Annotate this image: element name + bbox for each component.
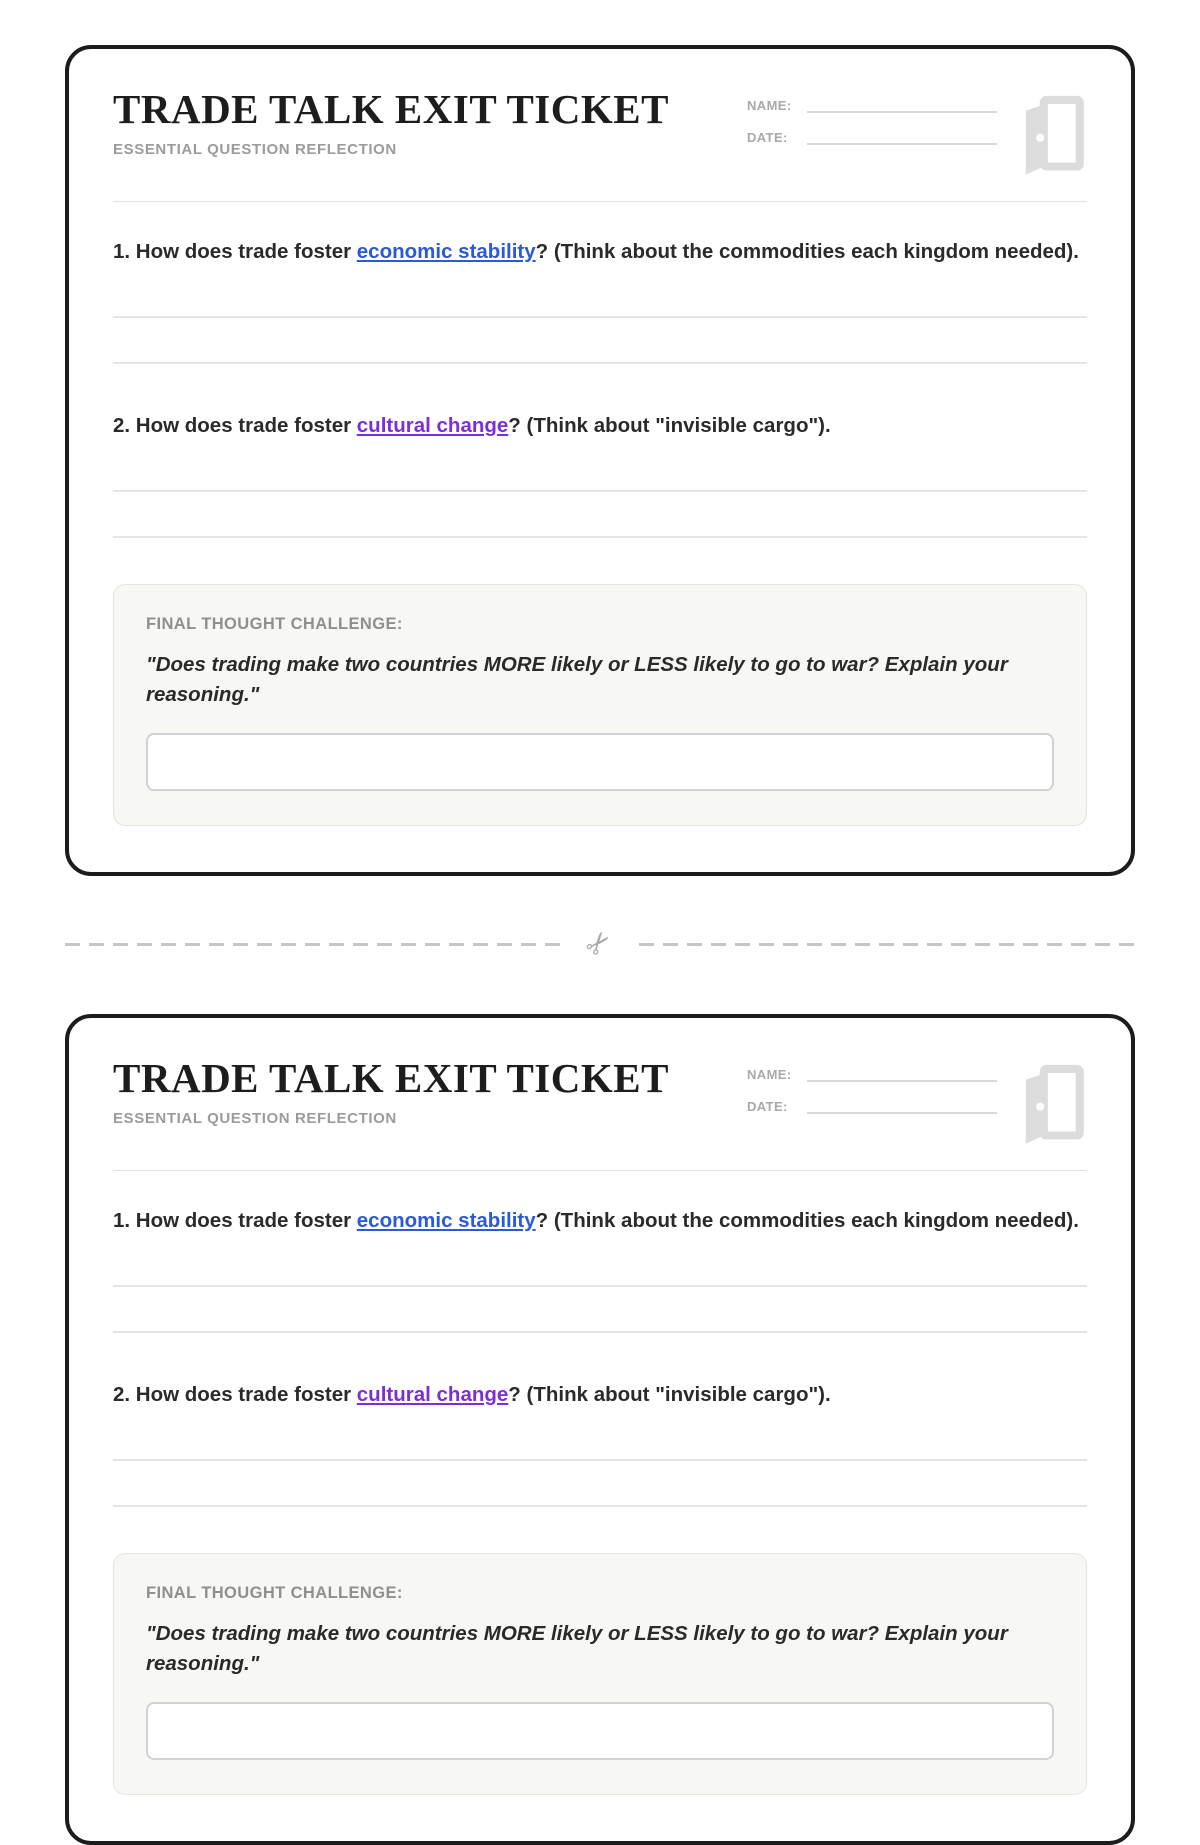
ticket-header bbox=[113, 1056, 1087, 1171]
final-thought-label: FINAL THOUGHT CHALLENGE: bbox=[146, 1583, 403, 1602]
question-1 bbox=[113, 236, 1087, 268]
question-2-prefix: 2. How does trade foster bbox=[113, 413, 357, 437]
final-answer-input[interactable] bbox=[146, 733, 1054, 791]
scissors-icon: ✂ bbox=[578, 923, 621, 964]
page-title: TRADE TALK EXIT TICKET bbox=[113, 86, 669, 132]
question-2-suffix: ? (Think about "invisible cargo"). bbox=[508, 413, 831, 437]
final-thought-quote: "Does trading make two countries MORE likely or LESS likely to go to war? Explain your reasoning." bbox=[146, 1621, 1008, 1676]
date-field-row bbox=[747, 1098, 997, 1114]
name-date-block bbox=[747, 87, 1087, 177]
date-input-line[interactable] bbox=[807, 1098, 997, 1114]
final-thought-label: FINAL THOUGHT CHALLENGE: bbox=[146, 614, 403, 633]
name-input-line[interactable] bbox=[807, 97, 997, 113]
cut-line-separator bbox=[65, 924, 1135, 964]
answer-line bbox=[113, 318, 1087, 364]
name-label: NAME: bbox=[747, 1067, 792, 1083]
date-label: DATE: bbox=[747, 130, 788, 145]
final-answer-input[interactable] bbox=[146, 1702, 1054, 1760]
answer-line bbox=[113, 1241, 1087, 1287]
answer-line bbox=[113, 1287, 1087, 1333]
question-1 bbox=[113, 1205, 1087, 1237]
question-2-link[interactable]: cultural change bbox=[356, 1382, 509, 1406]
name-field-row bbox=[747, 97, 997, 113]
name-label: NAME: bbox=[747, 98, 792, 113]
page-subtitle: ESSENTIAL QUESTION REFLECTION bbox=[113, 1110, 397, 1128]
question-2-suffix: ? (Think about "invisible cargo"). bbox=[508, 1382, 831, 1406]
page-subtitle: ESSENTIAL QUESTION REFLECTION bbox=[113, 141, 397, 159]
question-2-answer-lines bbox=[113, 446, 1087, 538]
name-input-line[interactable] bbox=[807, 1066, 997, 1082]
title-block bbox=[113, 87, 669, 158]
date-label: DATE: bbox=[747, 1099, 788, 1115]
dashed-cut-line bbox=[65, 943, 561, 946]
name-date-block bbox=[747, 1056, 1087, 1146]
exit-door-icon bbox=[1015, 93, 1087, 177]
final-thought-box bbox=[113, 584, 1087, 827]
ticket-header bbox=[113, 87, 1087, 202]
title-block bbox=[113, 1056, 669, 1127]
answer-line bbox=[113, 492, 1087, 538]
date-field-row bbox=[747, 129, 997, 145]
answer-line bbox=[113, 1461, 1087, 1507]
question-1-prefix: 1. How does trade foster bbox=[113, 240, 357, 263]
question-1-answer-lines bbox=[113, 272, 1087, 364]
dashed-cut-line bbox=[639, 943, 1135, 946]
question-2-prefix: 2. How does trade foster bbox=[113, 1382, 357, 1406]
question-2-link[interactable]: cultural change bbox=[356, 413, 509, 437]
page-title: TRADE TALK EXIT TICKET bbox=[113, 1055, 669, 1102]
final-thought-box bbox=[113, 1553, 1087, 1796]
question-1-link[interactable]: economic stability bbox=[356, 1209, 536, 1233]
question-1-link[interactable]: economic stability bbox=[356, 240, 536, 263]
question-1-suffix: ? (Think about the commodities each kingdom needed). bbox=[535, 240, 1079, 263]
answer-line bbox=[113, 272, 1087, 318]
question-2 bbox=[113, 410, 1087, 442]
question-2 bbox=[113, 1379, 1087, 1411]
question-2-answer-lines bbox=[113, 1415, 1087, 1507]
worksheet-page bbox=[0, 45, 1200, 1676]
date-input-line[interactable] bbox=[807, 129, 997, 145]
question-1-answer-lines bbox=[113, 1241, 1087, 1333]
question-1-suffix: ? (Think about the commodities each kingdom needed). bbox=[535, 1209, 1079, 1233]
answer-line bbox=[113, 1415, 1087, 1461]
question-1-prefix: 1. How does trade foster bbox=[113, 1209, 357, 1233]
exit-ticket-card bbox=[65, 45, 1135, 876]
name-field-row bbox=[747, 1066, 997, 1082]
exit-door-icon bbox=[1015, 1062, 1087, 1146]
exit-ticket-card bbox=[65, 1014, 1135, 1845]
answer-line bbox=[113, 446, 1087, 492]
final-thought-quote: "Does trading make two countries MORE likely or LESS likely to go to war? Explain your reasoning." bbox=[146, 652, 1008, 707]
